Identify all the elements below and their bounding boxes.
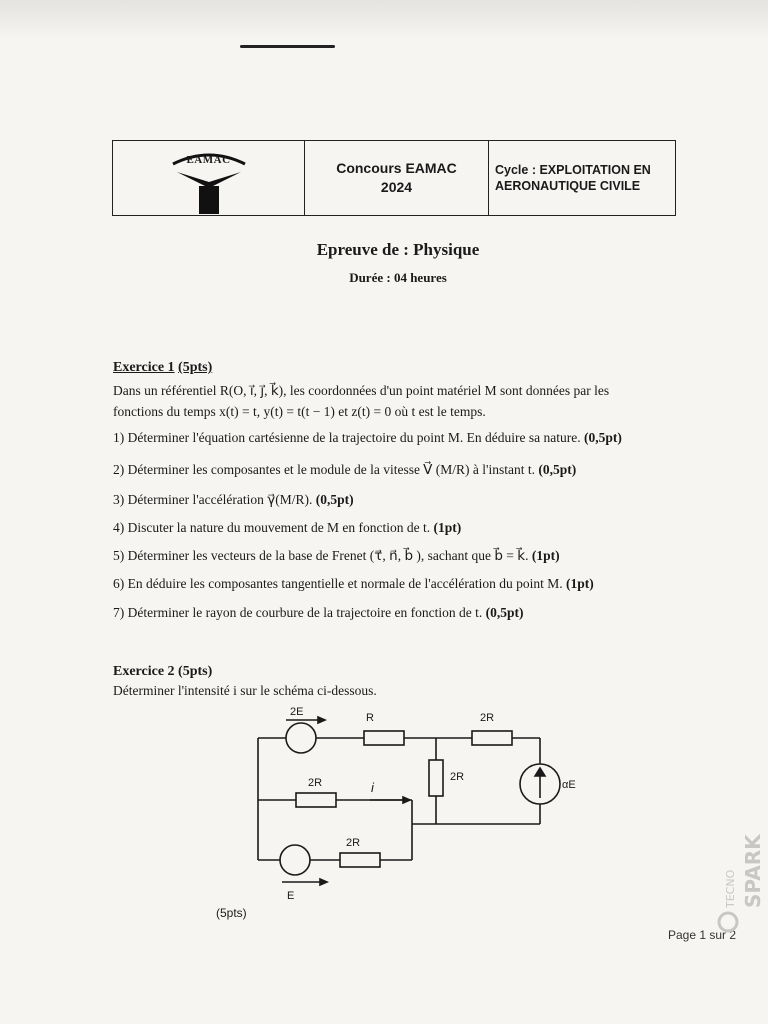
logo-cell: [113, 141, 305, 215]
eamac-logo: [169, 142, 249, 214]
question-3: [113, 492, 354, 508]
question-text: 6) En déduire les composantes tangentielle et normale de l'accélération du point M.: [113, 576, 563, 591]
watermark-text-1: TECNO: [724, 869, 737, 908]
question-text: 4) Discuter la nature du mouvement de M en fonction de t.: [113, 520, 431, 535]
resistor-r: [364, 731, 404, 745]
exercise2-points-note: (5pts): [216, 906, 247, 920]
label-2e: 2E: [290, 706, 304, 718]
question-5: [113, 548, 560, 564]
exercise2-title: Exercice 2 (5pts): [113, 664, 213, 679]
label-2r-bottom: 2R: [346, 837, 361, 849]
exercise2-statement: Déterminer l'intensité i sur le schéma ci-dessous.: [113, 683, 377, 698]
scan-mark: [240, 45, 335, 48]
exercise1-intro-line2: fonctions du temps x(t) = t, y(t) = t(t − 1) et z(t) = 0 où t est le temps.: [113, 404, 486, 419]
question-text: 5) Déterminer les vecteurs de la base de Frenet (τ⃗, n⃗, b⃗ ), sachant que b⃗ = k⃗.: [113, 548, 529, 563]
exercise1-heading: [113, 360, 212, 376]
exam-title: Epreuve de : Physique: [316, 240, 480, 259]
cycle-text: Cycle : EXPLOITATION EN AERONAUTIQUE CIVILE: [495, 163, 651, 193]
watermark-text-2: SPARK: [741, 834, 765, 908]
resistor-2r-vertical: [429, 760, 443, 796]
page-shadow: [0, 0, 768, 40]
question-1: [113, 430, 622, 446]
label-current-i: i: [371, 780, 374, 795]
question-text: 1) Déterminer l'équation cartésienne de la trajectoire du point M. En déduire sa nature.: [113, 430, 581, 445]
exercise1-title: Exercice 1: [113, 360, 175, 375]
cycle-cell: [489, 141, 675, 215]
question-points: (0,5pt): [485, 605, 524, 620]
label-2r-vertical: 2R: [450, 771, 465, 783]
eamac-logo-icon: [169, 142, 249, 214]
exercise1-points: (5pts): [178, 360, 213, 375]
label-2r-branch: 2R: [308, 777, 323, 789]
question-points: (1pt): [531, 548, 560, 563]
resistor-2r-bottom: [340, 853, 380, 867]
question-points: (0,5pt): [538, 462, 577, 477]
exam-duration: Durée : 04 heures: [349, 270, 447, 285]
circuit-diagram: [240, 700, 590, 905]
question-points: (1pt): [566, 576, 594, 591]
page-number: Page 1 sur 2: [668, 928, 737, 942]
header-table: [112, 140, 676, 216]
camera-watermark: [708, 830, 768, 940]
voltage-source-e: [280, 845, 310, 875]
label-2r-top: 2R: [480, 712, 495, 724]
concours-name: Concours EAMAC: [336, 160, 457, 176]
question-points: (0,5pt): [584, 430, 622, 445]
question-text: 2) Déterminer les composantes et le module de la vitesse V⃗ (M/R) à l'instant t.: [113, 462, 535, 477]
question-text: 3) Déterminer l'accélération γ⃗(M/R).: [113, 492, 313, 507]
label-e: E: [287, 890, 295, 902]
question-2: [113, 462, 576, 478]
question-6: [113, 576, 594, 592]
resistor-2r-top: [472, 731, 512, 745]
question-4: [113, 520, 461, 536]
resistor-2r-branch: [296, 793, 336, 807]
watermark-logo-icon: [719, 913, 737, 931]
question-7: [113, 605, 523, 621]
question-points: (0,5pt): [315, 492, 354, 507]
logo-text: EAMAC: [186, 154, 231, 166]
question-points: (1pt): [433, 520, 462, 535]
concours-year: 2024: [380, 179, 413, 195]
concours-cell: [305, 141, 489, 215]
voltage-source-2e: [286, 723, 316, 753]
label-r: R: [366, 712, 374, 724]
exercise1-intro-line1: Dans un référentiel R(O, ı⃗, ȷ⃗, k⃗), les coordonnées d'un point matériel M sont données par les: [113, 383, 610, 398]
label-ae: αE: [562, 779, 576, 791]
question-text: 7) Déterminer le rayon de courbure de la trajectoire en fonction de t.: [113, 605, 483, 620]
